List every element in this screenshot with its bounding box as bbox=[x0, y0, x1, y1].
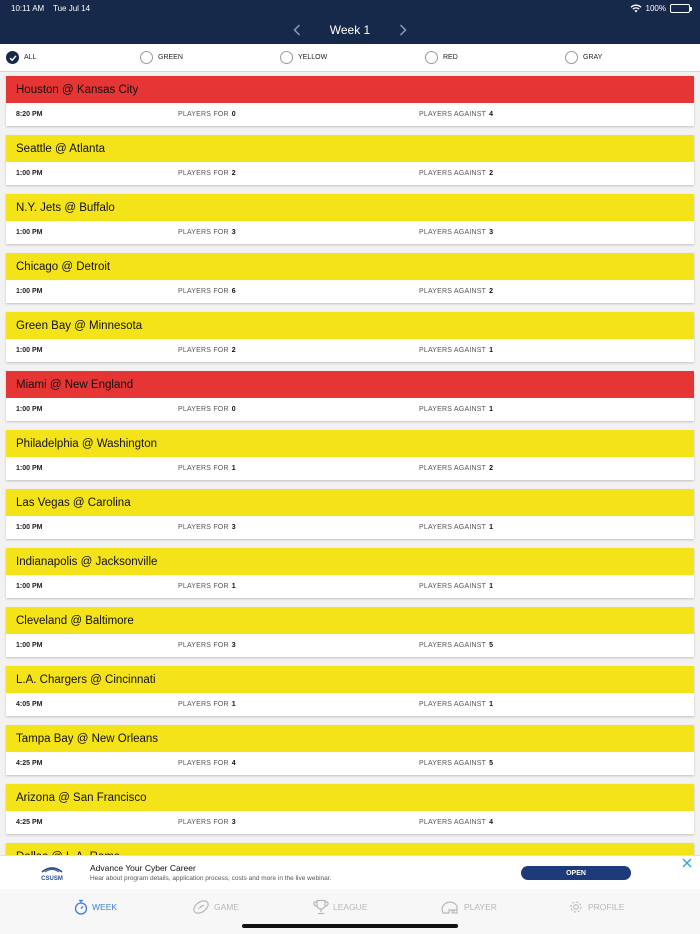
top-bar bbox=[0, 0, 700, 44]
players-for-label: PLAYERS FOR bbox=[178, 760, 229, 767]
game-details bbox=[6, 752, 694, 775]
players-for-label: PLAYERS FOR bbox=[178, 701, 229, 708]
radio-checked-icon[interactable] bbox=[6, 51, 19, 64]
players-against-label: PLAYERS AGAINST bbox=[419, 701, 487, 708]
players-for-label: PLAYERS FOR bbox=[178, 465, 229, 472]
game-matchup: Indianapolis @ Jacksonville bbox=[16, 555, 158, 568]
players-against-label: PLAYERS AGAINST bbox=[419, 760, 487, 767]
game-header bbox=[6, 489, 694, 516]
players-against-label: PLAYERS AGAINST bbox=[419, 819, 487, 826]
players-for-label: PLAYERS FOR bbox=[178, 111, 229, 118]
tab-game[interactable] bbox=[192, 899, 239, 915]
game-header bbox=[6, 430, 694, 457]
players-against-label: PLAYERS AGAINST bbox=[419, 347, 487, 354]
game-matchup: L.A. Chargers @ Cincinnati bbox=[16, 673, 156, 686]
players-for-count: 3 bbox=[231, 819, 236, 826]
game-details bbox=[6, 693, 694, 716]
game-details bbox=[6, 280, 694, 303]
players-for-count: 0 bbox=[231, 111, 236, 118]
players-against bbox=[419, 583, 493, 590]
filter-gray[interactable] bbox=[565, 51, 602, 64]
players-for bbox=[178, 406, 236, 413]
wifi-icon bbox=[630, 4, 642, 13]
players-against-count: 4 bbox=[489, 111, 494, 118]
players-against bbox=[419, 642, 493, 649]
game-details bbox=[6, 339, 694, 362]
game-card[interactable] bbox=[6, 489, 694, 539]
game-details bbox=[6, 457, 694, 480]
players-against bbox=[419, 524, 493, 531]
radio-icon[interactable] bbox=[425, 51, 438, 64]
game-time: 1:00 PM bbox=[16, 229, 43, 236]
home-indicator[interactable] bbox=[242, 924, 458, 928]
players-against-label: PLAYERS AGAINST bbox=[419, 288, 487, 295]
game-details bbox=[6, 575, 694, 598]
game-matchup: Green Bay @ Minnesota bbox=[16, 319, 143, 332]
game-card[interactable] bbox=[6, 312, 694, 362]
players-for-count: 0 bbox=[231, 406, 236, 413]
game-time: 1:00 PM bbox=[16, 583, 43, 590]
players-against-count: 2 bbox=[489, 288, 494, 295]
ad-open-button[interactable]: OPEN bbox=[521, 866, 631, 880]
players-for-count: 3 bbox=[231, 229, 236, 236]
players-for-count: 6 bbox=[231, 288, 236, 295]
game-matchup: N.Y. Jets @ Buffalo bbox=[16, 201, 115, 214]
players-against-label: PLAYERS AGAINST bbox=[419, 111, 487, 118]
game-header bbox=[6, 725, 694, 752]
players-for-label: PLAYERS FOR bbox=[178, 229, 229, 236]
players-against bbox=[419, 229, 493, 236]
game-header bbox=[6, 76, 694, 103]
game-card[interactable] bbox=[6, 548, 694, 598]
filter-red[interactable] bbox=[425, 51, 458, 64]
players-against-count: 1 bbox=[489, 701, 494, 708]
ad-logo-text: CSUSM bbox=[41, 876, 63, 882]
week-navigator bbox=[0, 18, 700, 42]
game-matchup: Las Vegas @ Carolina bbox=[16, 496, 131, 509]
color-filter-bar bbox=[0, 44, 700, 72]
players-against bbox=[419, 288, 493, 295]
game-card[interactable] bbox=[6, 784, 694, 834]
game-time: 4:25 PM bbox=[16, 760, 43, 767]
game-time: 1:00 PM bbox=[16, 288, 43, 295]
tab-label: PLAYER bbox=[464, 902, 497, 912]
tab-profile[interactable] bbox=[568, 899, 624, 915]
players-for bbox=[178, 583, 236, 590]
players-for-label: PLAYERS FOR bbox=[178, 347, 229, 354]
gear-icon bbox=[568, 899, 584, 915]
filter-label: GRAY bbox=[583, 54, 603, 61]
players-for bbox=[178, 111, 236, 118]
players-against-label: PLAYERS AGAINST bbox=[419, 229, 487, 236]
filter-label: ALL bbox=[24, 54, 37, 61]
week-title: Week 1 bbox=[329, 23, 371, 37]
battery-percent: 100% bbox=[645, 4, 666, 13]
game-details bbox=[6, 811, 694, 834]
players-against-count: 1 bbox=[489, 406, 494, 413]
tab-player[interactable] bbox=[440, 899, 497, 915]
game-time: 1:00 PM bbox=[16, 406, 43, 413]
game-header bbox=[6, 135, 694, 162]
players-for-count: 4 bbox=[231, 760, 236, 767]
players-for-count: 2 bbox=[231, 170, 236, 177]
players-against bbox=[419, 701, 493, 708]
players-against bbox=[419, 347, 493, 354]
players-against bbox=[419, 819, 493, 826]
game-header bbox=[6, 194, 694, 221]
csusm-logo-icon bbox=[36, 864, 68, 882]
players-against bbox=[419, 170, 493, 177]
stopwatch-icon bbox=[74, 899, 88, 915]
game-details bbox=[6, 516, 694, 539]
ad-subtitle: Hear about program details, application process, costs and more in the live webinar. bbox=[90, 875, 332, 882]
game-matchup: Cleveland @ Baltimore bbox=[16, 614, 134, 627]
filter-yellow[interactable] bbox=[280, 51, 327, 64]
tab-label: WEEK bbox=[92, 902, 118, 912]
game-header bbox=[6, 371, 694, 398]
football-icon bbox=[192, 899, 210, 915]
game-details bbox=[6, 634, 694, 657]
tab-week[interactable] bbox=[74, 899, 117, 915]
players-for-count: 1 bbox=[231, 465, 236, 472]
players-against-label: PLAYERS AGAINST bbox=[419, 465, 487, 472]
game-card[interactable] bbox=[6, 371, 694, 421]
filter-label: YELLOW bbox=[298, 54, 328, 61]
players-for bbox=[178, 170, 236, 177]
players-against-label: PLAYERS AGAINST bbox=[419, 406, 487, 413]
players-for bbox=[178, 288, 236, 295]
ad-title: Advance Your Cyber Career bbox=[90, 863, 196, 873]
players-for-label: PLAYERS FOR bbox=[178, 583, 229, 590]
game-card[interactable] bbox=[6, 194, 694, 244]
game-header bbox=[6, 666, 694, 693]
players-for bbox=[178, 701, 236, 708]
players-for-label: PLAYERS FOR bbox=[178, 642, 229, 649]
players-against-count: 4 bbox=[489, 819, 494, 826]
game-matchup: Arizona @ San Francisco bbox=[16, 791, 147, 804]
game-header bbox=[6, 253, 694, 280]
players-for-count: 1 bbox=[231, 701, 236, 708]
battery-icon bbox=[670, 4, 690, 13]
ad-choices-icon[interactable] bbox=[682, 858, 692, 868]
game-card[interactable] bbox=[6, 725, 694, 775]
players-for bbox=[178, 642, 236, 649]
game-header bbox=[6, 548, 694, 575]
players-for bbox=[178, 524, 236, 531]
game-matchup: Houston @ Kansas City bbox=[16, 83, 139, 96]
players-for-label: PLAYERS FOR bbox=[178, 819, 229, 826]
players-for bbox=[178, 347, 236, 354]
game-header bbox=[6, 312, 694, 339]
players-against-label: PLAYERS AGAINST bbox=[419, 642, 487, 649]
game-details bbox=[6, 162, 694, 185]
game-matchup: Chicago @ Detroit bbox=[16, 260, 111, 273]
players-for bbox=[178, 819, 236, 826]
chevron-left-icon[interactable] bbox=[289, 22, 305, 38]
players-against-label: PLAYERS AGAINST bbox=[419, 524, 487, 531]
players-against bbox=[419, 465, 493, 472]
game-matchup: Philadelphia @ Washington bbox=[16, 437, 158, 450]
status-time: 10:11 AM bbox=[11, 4, 45, 13]
players-for-count: 3 bbox=[231, 524, 236, 531]
game-time: 1:00 PM bbox=[16, 524, 43, 531]
players-for-label: PLAYERS FOR bbox=[178, 524, 229, 531]
game-card[interactable] bbox=[6, 135, 694, 185]
players-against-count: 5 bbox=[489, 760, 494, 767]
players-against-count: 1 bbox=[489, 524, 494, 531]
players-against bbox=[419, 406, 493, 413]
game-time: 1:00 PM bbox=[16, 347, 43, 354]
game-list[interactable] bbox=[0, 72, 700, 855]
tab-label: LEAGUE bbox=[333, 902, 368, 912]
trophy-icon bbox=[313, 899, 329, 915]
players-for-count: 2 bbox=[231, 347, 236, 354]
tab-league[interactable] bbox=[313, 899, 368, 915]
game-matchup: Miami @ New England bbox=[16, 378, 134, 391]
game-time: 4:05 PM bbox=[16, 701, 43, 708]
players-against-count: 2 bbox=[489, 170, 494, 177]
players-for-label: PLAYERS FOR bbox=[178, 288, 229, 295]
status-date: Tue Jul 14 bbox=[53, 4, 91, 13]
radio-icon[interactable] bbox=[280, 51, 293, 64]
game-details bbox=[6, 221, 694, 244]
game-details bbox=[6, 398, 694, 421]
tab-label: GAME bbox=[214, 902, 240, 912]
chevron-right-icon[interactable] bbox=[395, 22, 411, 38]
players-for-count: 3 bbox=[231, 642, 236, 649]
game-time: 4:25 PM bbox=[16, 819, 43, 826]
game-card[interactable] bbox=[6, 253, 694, 303]
filter-label: GREEN bbox=[158, 54, 183, 61]
radio-icon[interactable] bbox=[140, 51, 153, 64]
tab-label: PROFILE bbox=[588, 902, 625, 912]
filter-green[interactable] bbox=[140, 51, 183, 64]
players-against bbox=[419, 760, 493, 767]
players-against-count: 5 bbox=[489, 642, 494, 649]
game-time: 1:00 PM bbox=[16, 642, 43, 649]
filter-all[interactable] bbox=[6, 51, 36, 64]
status-bar bbox=[0, 0, 700, 16]
game-details bbox=[6, 103, 694, 126]
players-for bbox=[178, 465, 236, 472]
players-for-label: PLAYERS FOR bbox=[178, 170, 229, 177]
players-for bbox=[178, 229, 236, 236]
status-right bbox=[630, 4, 690, 13]
filter-label: RED bbox=[443, 54, 458, 61]
game-header bbox=[6, 784, 694, 811]
players-against bbox=[419, 111, 493, 118]
players-against-count: 1 bbox=[489, 347, 494, 354]
ad-banner[interactable] bbox=[0, 855, 700, 889]
game-time: 1:00 PM bbox=[16, 170, 43, 177]
game-matchup: Tampa Bay @ New Orleans bbox=[16, 732, 159, 745]
game-card[interactable] bbox=[6, 607, 694, 657]
players-against-count: 2 bbox=[489, 465, 494, 472]
game-header bbox=[6, 607, 694, 634]
game-card[interactable] bbox=[6, 430, 694, 480]
game-card[interactable] bbox=[6, 76, 694, 126]
game-card[interactable] bbox=[6, 666, 694, 716]
players-against-label: PLAYERS AGAINST bbox=[419, 583, 487, 590]
radio-icon[interactable] bbox=[565, 51, 578, 64]
players-against-count: 1 bbox=[489, 583, 494, 590]
players-for bbox=[178, 760, 236, 767]
game-time: 8:20 PM bbox=[16, 111, 43, 118]
players-against-count: 3 bbox=[489, 229, 494, 236]
game-time: 1:00 PM bbox=[16, 465, 43, 472]
players-for-count: 1 bbox=[231, 583, 236, 590]
game-matchup: Seattle @ Atlanta bbox=[16, 142, 106, 155]
players-for-label: PLAYERS FOR bbox=[178, 406, 229, 413]
players-against-label: PLAYERS AGAINST bbox=[419, 170, 487, 177]
helmet-icon bbox=[440, 899, 460, 915]
